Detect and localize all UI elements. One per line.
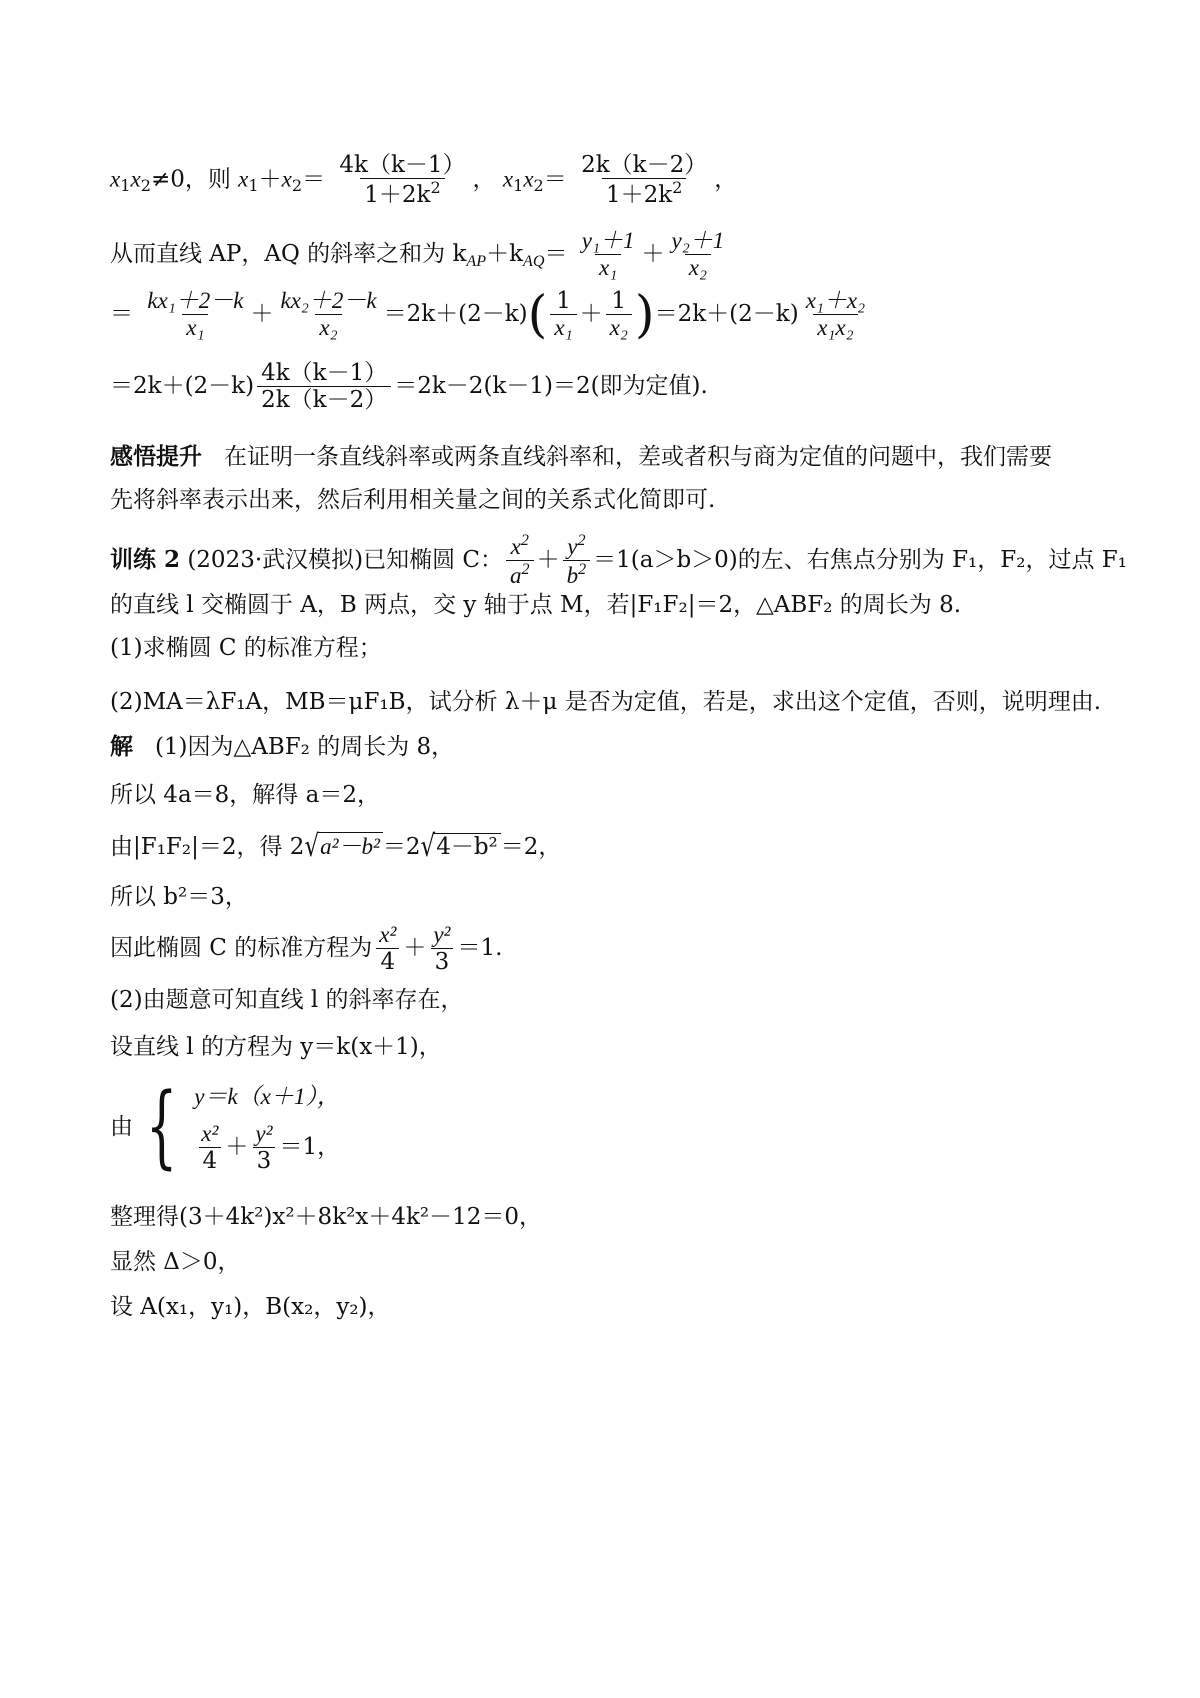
- denominator: x₁: [182, 314, 208, 341]
- fraction: [197, 1121, 222, 1175]
- var-x: x: [238, 166, 249, 192]
- punct: ，: [472, 166, 496, 193]
- denominator: x₂: [685, 254, 711, 281]
- fraction: [251, 1121, 276, 1175]
- text: ≠0，则: [150, 166, 231, 193]
- denominator: [360, 178, 444, 208]
- text: ＝2，: [500, 834, 562, 860]
- right-paren: ): [634, 284, 655, 344]
- var-x: x: [281, 166, 292, 192]
- numerator: y²: [255, 1120, 273, 1146]
- denominator: x₁: [595, 254, 621, 281]
- numerator: x₁＋x₂: [805, 288, 866, 313]
- solution-line-4: [110, 880, 248, 915]
- text: ＝1.: [457, 934, 503, 961]
- solution-line-2: [110, 778, 380, 813]
- fraction: [606, 288, 632, 342]
- operator: ＋: [579, 300, 603, 327]
- numerator: 4k（k－1）: [261, 360, 388, 386]
- insight-label: 感悟提升: [110, 443, 202, 470]
- text: (1)求椭圆 C 的标准方程；: [110, 635, 382, 661]
- numerator: kx₁＋2－k: [147, 288, 244, 313]
- fraction: [550, 288, 576, 342]
- operator: ＝: [544, 240, 568, 267]
- text: ＝1，: [279, 1133, 341, 1160]
- numerator: 1: [611, 288, 627, 314]
- formula-line-1: [110, 152, 737, 209]
- numerator: x²: [379, 922, 397, 947]
- denominator: x₁: [550, 314, 576, 341]
- fraction: [375, 922, 400, 976]
- expression: ＝2k－2(k－1)＝2(即为定值).: [394, 372, 708, 399]
- solution-line-9: [110, 1200, 542, 1235]
- text: 由: [110, 1113, 133, 1140]
- solution-line-3: [110, 830, 561, 865]
- solution-line-8: [110, 1074, 341, 1180]
- sqrt-content: a²－b²: [317, 832, 383, 861]
- left-brace: {: [145, 1074, 178, 1180]
- solution-line-11: [110, 1290, 391, 1325]
- den-text: 1＋2k: [364, 182, 431, 209]
- numerator: x²: [201, 1120, 219, 1146]
- denominator: 2k（k－2）: [257, 386, 391, 413]
- text: ＝1(a＞b＞0)的左、右焦点分别为 F₁，F₂，过点 F₁: [593, 546, 1127, 573]
- training-line-2: [110, 588, 961, 623]
- numerator: kx₂＋2－k: [280, 288, 377, 313]
- denominator: [602, 178, 686, 208]
- fraction-product: [577, 152, 711, 209]
- numerator: 1: [556, 288, 571, 314]
- training-source: (2023·武汉模拟)已知椭圆 C：: [180, 546, 504, 573]
- denominator: 4: [376, 948, 399, 975]
- subscript: AP: [466, 252, 487, 270]
- fraction: [563, 532, 591, 590]
- text: 设直线 l 的方程为 y＝k(x＋1)，: [110, 1034, 442, 1060]
- training-line-1: 训练 2 (2023·武汉模拟)已知椭圆 C： $\frac{x^2}{a^2}$ ＋ $\frac{y^2}{b^2}$ ＝1(a＞b＞0)的左、右焦点分别为 F₁，F₂，过点 F₁: [110, 532, 1127, 589]
- fraction: [506, 532, 534, 590]
- insight-line-1: [110, 440, 1052, 475]
- operator: ＋: [258, 166, 282, 193]
- operator: ＝: [543, 166, 567, 193]
- text: 从而直线 AP，AQ 的斜率之和为 k: [110, 240, 467, 267]
- subscript: AQ: [523, 252, 545, 270]
- fraction: [429, 922, 454, 976]
- text: 设 A(x₁，y₁)，B(x₂，y₂)，: [110, 1294, 391, 1320]
- denominator: x₂: [606, 314, 632, 341]
- solution-line-6: [110, 983, 464, 1018]
- subscript: 2: [533, 176, 544, 196]
- superscript: 2: [672, 178, 683, 198]
- fraction: [578, 228, 639, 282]
- text: (1)因为△ABF₂ 的周长为 8，: [154, 734, 455, 760]
- numerator: y²: [433, 922, 451, 947]
- solution-line-10: [110, 1245, 241, 1280]
- formula-line-2: [110, 228, 731, 282]
- denominator: $a^2$: [506, 560, 534, 589]
- operator: ＋: [225, 1133, 249, 1160]
- operator: ＝: [302, 166, 326, 193]
- var-x: x: [502, 166, 514, 192]
- subscript: 1: [120, 176, 131, 196]
- text: (2)MA＝λF₁A，MB＝μF₁B，试分析 λ＋μ 是否为定值，若是，求出这个定值，否则，说明理由.: [110, 689, 1102, 715]
- operator: ＝: [110, 300, 133, 327]
- sqrt-sign: √: [420, 830, 436, 864]
- subscript: 1: [513, 176, 524, 196]
- expression: ＝2k＋(2－k): [383, 300, 528, 327]
- denominator: 3: [431, 948, 454, 975]
- subscript: 2: [140, 176, 151, 196]
- formula-line-3: [110, 284, 872, 344]
- var-x: x: [110, 166, 121, 192]
- equation-system: [110, 1074, 341, 1180]
- var-x: x: [130, 166, 141, 192]
- question-2: [110, 685, 1101, 720]
- numerator: 4k（k－1）: [339, 152, 466, 178]
- expression: ＝2k＋(2－k): [110, 372, 255, 399]
- text: (2)由题意可知直线 l 的斜率存在，: [110, 987, 464, 1013]
- var-x: x: [523, 166, 534, 192]
- denominator: 4: [199, 1147, 222, 1174]
- fraction: [668, 228, 729, 282]
- fraction-sum: [335, 152, 469, 209]
- text: 由|F₁F₂|＝2，得 2: [110, 834, 305, 860]
- text: 的直线 l 交椭圆于 A，B 两点，交 y 轴于点 M，若|F₁F₂|＝2，△ABF₂ 的周长为 8.: [110, 592, 962, 618]
- fraction: [143, 288, 247, 342]
- fraction: [257, 360, 391, 414]
- numerator: $x^2$: [510, 532, 529, 559]
- numerator: 2k（k－2）: [581, 152, 708, 178]
- system-row-2: [194, 1121, 340, 1175]
- numerator: y₂＋1: [671, 228, 725, 253]
- left-paren: (: [527, 284, 548, 344]
- text: 所以 b²＝3，: [110, 884, 248, 910]
- text: 显然 Δ＞0，: [110, 1249, 241, 1275]
- question-1: [110, 631, 382, 666]
- operator: ＋k: [486, 240, 524, 267]
- denominator: x₁x₂: [813, 314, 857, 341]
- numerator: $y^2$: [567, 532, 586, 559]
- denominator: 3: [253, 1147, 276, 1174]
- sqrt-sign: √: [304, 830, 320, 864]
- operator: ＋: [403, 934, 427, 961]
- denominator: x₂: [315, 314, 341, 341]
- solution-line-7: [110, 1030, 442, 1065]
- insight-text: 在证明一条直线斜率或两条直线斜率和，差或者积与商为定值的问题中，我们需要: [223, 444, 1052, 470]
- sqrt-content: 4－b²: [433, 833, 501, 862]
- system-row-1: y＝k（x＋1），: [194, 1084, 340, 1109]
- training-label: 训练 2: [110, 545, 181, 573]
- text: ＝2: [382, 834, 421, 860]
- insight-text: 先将斜率表示出来，然后利用相关量之间的关系式化简即可.: [110, 487, 716, 513]
- text: 整理得(3＋4k²)x²＋8k²x＋4k²－12＝0，: [110, 1204, 543, 1230]
- subscript: 2: [291, 176, 303, 196]
- operator: ＋: [641, 240, 665, 267]
- insight-line-2: [110, 483, 715, 518]
- numerator: y₁＋1: [581, 228, 635, 253]
- den-text: 1＋2k: [605, 182, 673, 209]
- solution-line-1: [110, 730, 454, 765]
- subscript: 1: [248, 176, 259, 196]
- superscript: 2: [430, 178, 441, 198]
- text: 因此椭圆 C 的标准方程为: [110, 934, 373, 961]
- solution-line-5: [110, 922, 502, 976]
- fraction: [276, 288, 380, 342]
- operator: ＋: [250, 300, 274, 327]
- text: 所以 4a＝8，解得 a＝2，: [110, 782, 380, 808]
- punct: ，: [714, 166, 738, 193]
- system-rows: [194, 1080, 340, 1174]
- fraction: [802, 288, 869, 342]
- expression: ＝2k＋(2－k): [654, 300, 799, 327]
- denominator: $b^2$: [563, 560, 591, 589]
- solution-label: 解: [110, 733, 133, 760]
- formula-line-4: [110, 360, 708, 414]
